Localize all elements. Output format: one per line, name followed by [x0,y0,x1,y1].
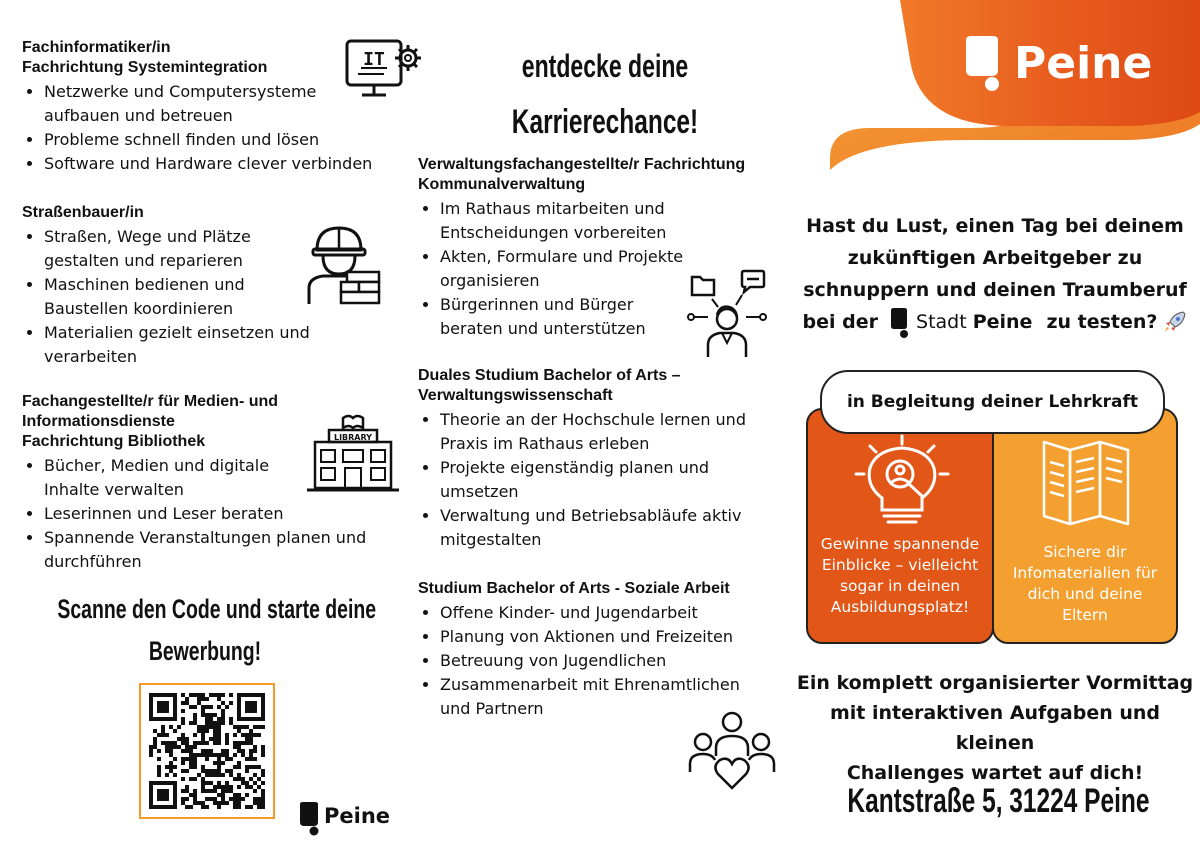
list-item: • Im Rathaus mitarbeiten und Entscheidungen vorbereiten [440,197,690,245]
job-title: Informationsdienste [22,413,175,430]
pill-text: in Begleitung deiner Lehrkraft [846,392,1139,412]
list-item: • Planung von Aktionen und Freizeiten [440,625,788,649]
qr-code[interactable] [139,683,275,819]
brand-banner [830,0,1200,170]
list-item: • Probleme schnell finden und lösen [44,128,402,152]
headline-line: entdecke deine [521,48,689,84]
job-title: Fachinformatiker/in [22,39,171,56]
list-item: • Materialien gezielt einsetzen und verarbeiten [44,321,334,369]
teacher-accompaniment-pill [820,370,1165,434]
info-card-infomaterial [992,408,1178,644]
peine-logo-text: Peine [324,804,391,828]
job-title: Straßenbauer/in [22,204,144,221]
list-item: • Software und Hardware clever verbinden [44,152,402,176]
list-item: • Verwaltung und Betriebsabläufe aktiv mitgestalten [440,504,770,552]
job-title: Fachangestellte/r für Medien- und [22,393,279,410]
list-item: • Maschinen bedienen und Baustellen koordinieren [44,273,264,321]
list-item: • Straßen, Wege und Plätze gestalten und reparieren [44,225,264,273]
job-bullets [410,408,788,552]
list-item: • Leserinnen und Leser beraten [44,502,412,526]
list-item: • Zusammenarbeit mit Ehrenamtlichen und Partnern [440,673,760,721]
svg-text:LIBRARY: LIBRARY [333,433,373,442]
question-line: schnuppern und deinen Traumberuf [803,279,1187,301]
list-item: • Bürgerinnen und Bürger beraten und unterstützen [440,293,690,341]
community-heart-icon [688,710,776,790]
stadt-peine-logo-mark-icon [888,306,910,338]
job-title: Duales Studium Bachelor of Arts – [418,367,681,384]
job-soziale-arbeit [418,579,788,721]
headline [472,38,738,150]
peine-logo-text: Peine [972,311,1033,333]
peine-logo-mark-icon [962,34,1002,92]
job-bullets [410,601,788,721]
invitation-question [790,210,1200,338]
list-item: • Theorie an der Hochschule lernen und Praxis im Rathaus erleben [440,408,760,456]
job-title: Verwaltungsfachangestellte/r Fachrichtung [418,156,746,173]
closing-text [790,668,1200,788]
svg-text:IT: IT [363,49,385,70]
list-item: • Bücher, Medien und digitale Inhalte verwalten [44,454,284,502]
scan-headline-line: Bewerbung! [148,636,262,666]
scan-headline-line: Scanne den Code und starte deine [57,594,377,624]
job-title: Kommunalverwaltung [418,176,586,193]
list-item: • Akten, Formulare und Projekte organisieren [440,245,690,293]
brochure-icon [1038,434,1134,530]
job-title: Fachrichtung Bibliothek [22,433,206,450]
question-line: Hast du Lust, einen Tag bei deinem [806,215,1184,237]
construction-worker-icon [303,222,383,306]
list-item: • Spannende Veranstaltungen planen und durchführen [44,526,384,574]
address: Kantstraße 5, 31224 Peine [847,782,1150,820]
job-title: Studium Bachelor of Arts - Soziale Arbeit [418,580,730,597]
question-line: zukünftigen Arbeitgeber zu [847,247,1143,269]
brand-logo-text: Peine [1014,38,1153,89]
closing-line: mit interaktiven Aufgaben und kleinen [829,702,1161,754]
rocket-icon [1163,310,1187,334]
closing-line: Ein komplett organisierter Vormittag [796,672,1194,694]
headline-line: Karrierechance! [511,103,699,141]
job-studium-verwaltung [418,366,788,552]
list-item: • Projekte eigenständig planen und umsetzen [440,456,760,504]
lightbulb-search-icon [852,434,952,530]
question-post: zu testen? [1046,311,1158,333]
list-item: • Offene Kinder- und Jugendarbeit [440,601,788,625]
question-pre: bei der [802,311,879,333]
peine-logo-mark-icon [296,800,322,836]
card-text: Gewinne spannende Einblicke – vielleicht sogar in deinen Ausbildungsplatz! [820,535,980,616]
library-building-icon [305,410,401,496]
list-item: • Betreuung von Jugendlichen [440,649,788,673]
closing-line: Challenges wartet auf dich! [846,762,1144,784]
stadt-logo-text: Stadt [916,311,967,333]
job-title: Verwaltungswissenschaft [418,387,613,404]
list-item: • Netzwerke und Computersysteme aufbauen und betreuen [44,80,344,128]
it-computer-icon [344,38,424,100]
question-line [790,306,1200,338]
scan-headline [57,588,377,672]
job-title: Fachrichtung Systemintegration [22,59,268,76]
card-text: Sichere dir Infomaterialien für dich und deine Eltern [1012,543,1158,624]
administrator-person-icon [686,267,768,359]
info-card-einblicke [806,408,994,644]
